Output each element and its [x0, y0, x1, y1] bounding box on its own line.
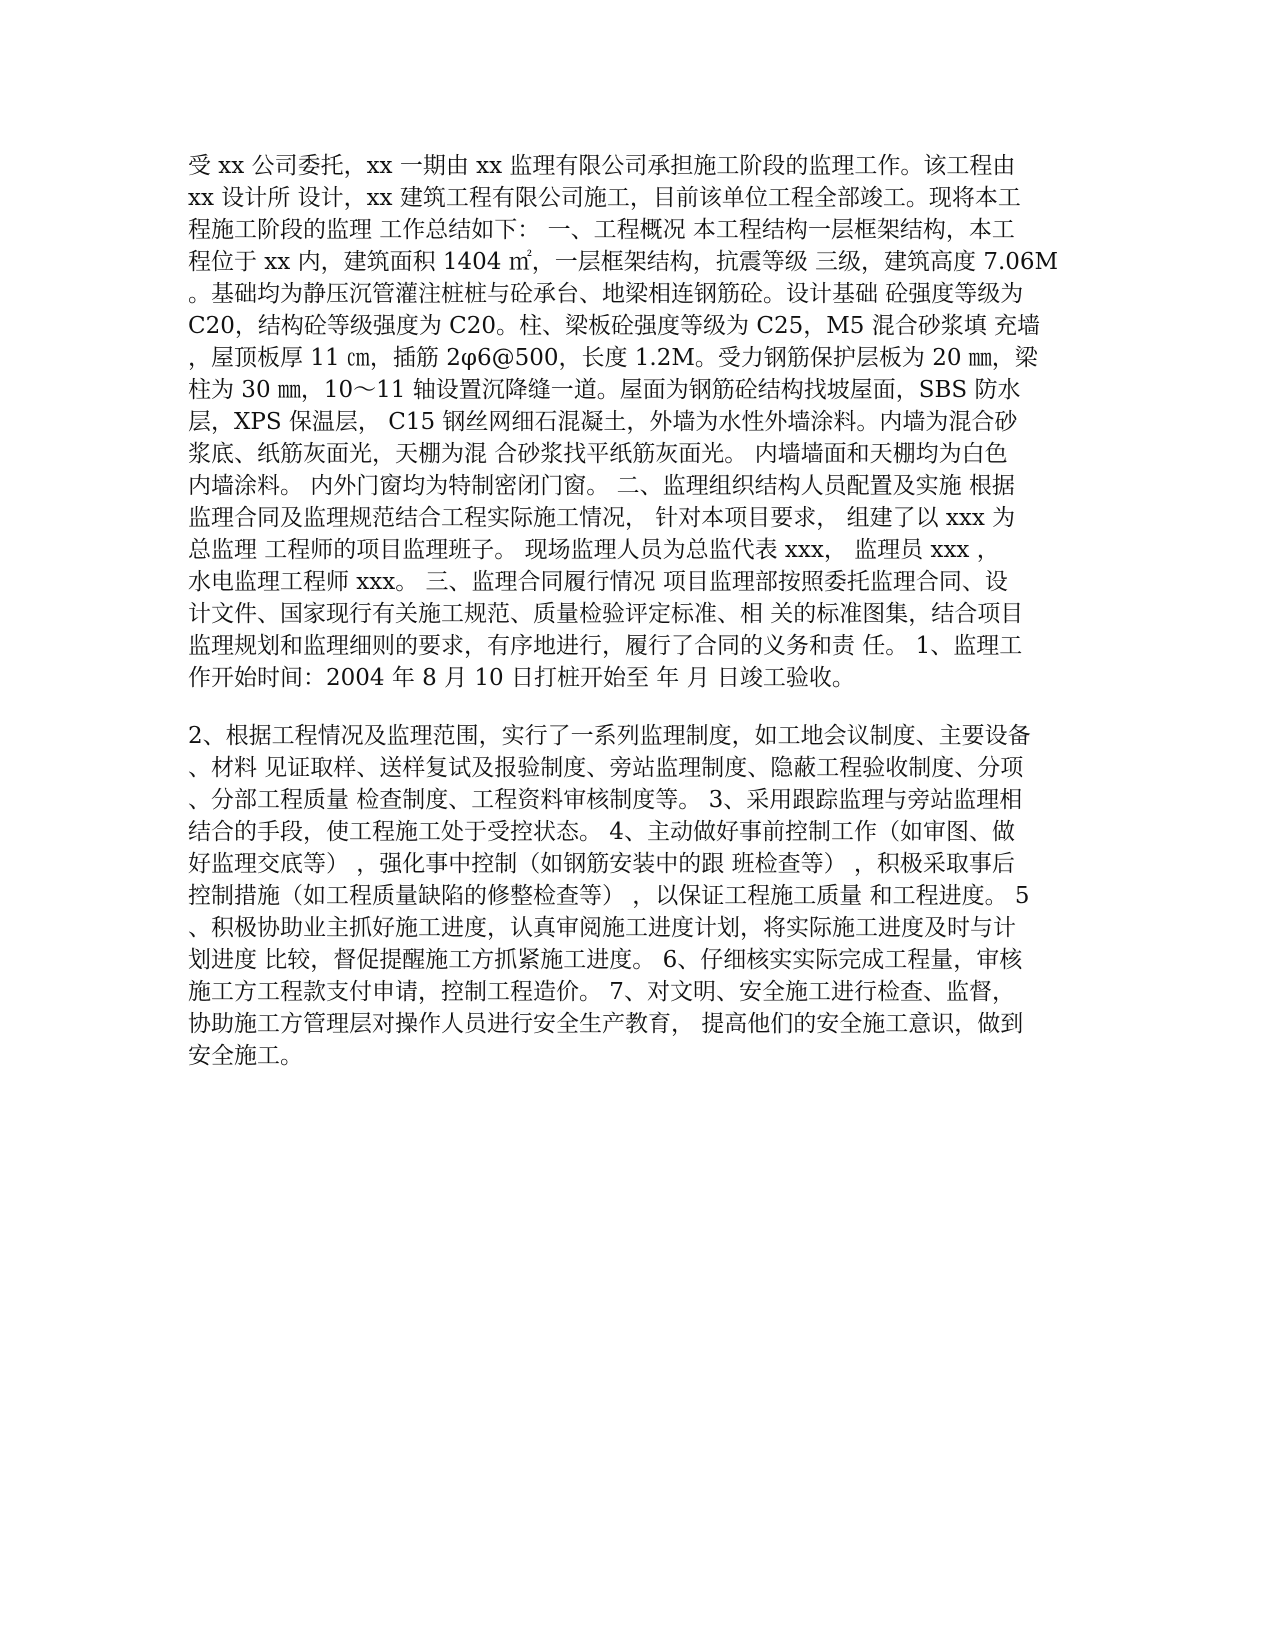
text-line: 安全施工。	[188, 1043, 303, 1069]
text-line: 控制措施（如工程质量缺陷的修整检查等） ，以保证工程施工质量 和工程进度。 5	[188, 883, 1030, 909]
text-line: 总监理 工程师的项目监理班子。 现场监理人员为总监代表 xxx， 监理员 xxx ，	[188, 537, 1000, 563]
text-line: 、分部工程质量 检查制度、工程资料审核制度等。 3、采用跟踪监理与旁站监理相	[188, 787, 1023, 813]
text-line: 结合的手段，使工程施工处于受控状态。 4、主动做好事前控制工作（如审图、做	[188, 819, 1015, 845]
text-line: 监理规划和监理细则的要求，有序地进行，履行了合同的义务和责 任。 1、监理工	[188, 633, 1023, 659]
text-line: 层，XPS 保温层， C15 钢丝网细石混凝土，外墙为水性外墙涂料。内墙为混合砂	[188, 409, 1018, 435]
text-line: 内墙涂料。 内外门窗均为特制密闭门窗。 二、监理组织结构人员配置及实施 根据	[188, 473, 1015, 499]
text-line: xx 设计所 设计，xx 建筑工程有限公司施工，目前该单位工程全部竣工。现将本工	[188, 185, 1021, 211]
text-line: 程位于 xx 内，建筑面积 1404 ㎡，一层框架结构，抗震等级 三级，建筑高度 7.06M	[188, 249, 1059, 275]
text-line: 监理合同及监理规范结合工程实际施工情况， 针对本项目要求， 组建了以 xxx 为	[188, 505, 1016, 531]
text-line: ，屋顶板厚 11 ㎝，插筋 2φ6@500，长度 1.2M。受力钢筋保护层板为 20 ㎜，梁	[188, 345, 1038, 371]
text-line: 施工方工程款支付申请，控制工程造价。 7、对文明、安全施工进行检查、监督，	[188, 979, 1015, 1005]
text-line: 好监理交底等） ，强化事中控制（如钢筋安装中的跟 班检查等） ，积极采取事后	[188, 851, 1015, 877]
paragraph-1	[188, 150, 1118, 694]
paragraph-2	[188, 720, 1118, 1072]
text-line: 协助施工方管理层对操作人员进行安全生产教育， 提高他们的安全施工意识，做到	[188, 1011, 1024, 1037]
text-line: 程施工阶段的监理 工作总结如下： 一、工程概况 本工程结构一层框架结构，本工	[188, 217, 1015, 243]
text-line: 作开始时间：2004 年 8 月 10 日打桩开始至 年 月 日竣工验收。	[188, 665, 855, 691]
text-line: 柱为 30 ㎜，10～11 轴设置沉降缝一道。屋面为钢筋砼结构找坡屋面，SBS 防水	[188, 377, 1021, 403]
text-line: 受 xx 公司委托，xx 一期由 xx 监理有限公司承担施工阶段的监理工作。该工程由	[188, 153, 1016, 179]
text-line: 、材料 见证取样、送样复试及报验制度、旁站监理制度、隐蔽工程验收制度、分项	[188, 755, 1024, 781]
text-line: 浆底、纸筋灰面光，天棚为混 合砂浆找平纸筋灰面光。 内墙墙面和天棚均为白色	[188, 441, 1008, 467]
text-line: 、积极协助业主抓好施工进度，认真审阅施工进度计划，将实际施工进度及时与计	[188, 915, 1016, 941]
text-line: 计文件、国家现行有关施工规范、质量检验评定标准、相 关的标准图集，结合项目	[188, 601, 1024, 627]
text-line: C20，结构砼等级强度为 C20。柱、梁板砼强度等级为 C25，M5 混合砂浆填 充墙	[188, 313, 1041, 339]
text-line: 2、根据工程情况及监理范围，实行了一系列监理制度，如工地会议制度、主要设备	[188, 723, 1031, 749]
text-line: 。基础均为静压沉管灌注桩桩与砼承台、地梁相连钢筋砼。设计基础 砼强度等级为	[188, 281, 1024, 307]
text-line: 水电监理工程师 xxx。 三、监理合同履行情况 项目监理部按照委托监理合同、设	[188, 569, 1008, 595]
text-line: 划进度 比较，督促提醒施工方抓紧施工进度。 6、仔细核实实际完成工程量，审核	[188, 947, 1023, 973]
